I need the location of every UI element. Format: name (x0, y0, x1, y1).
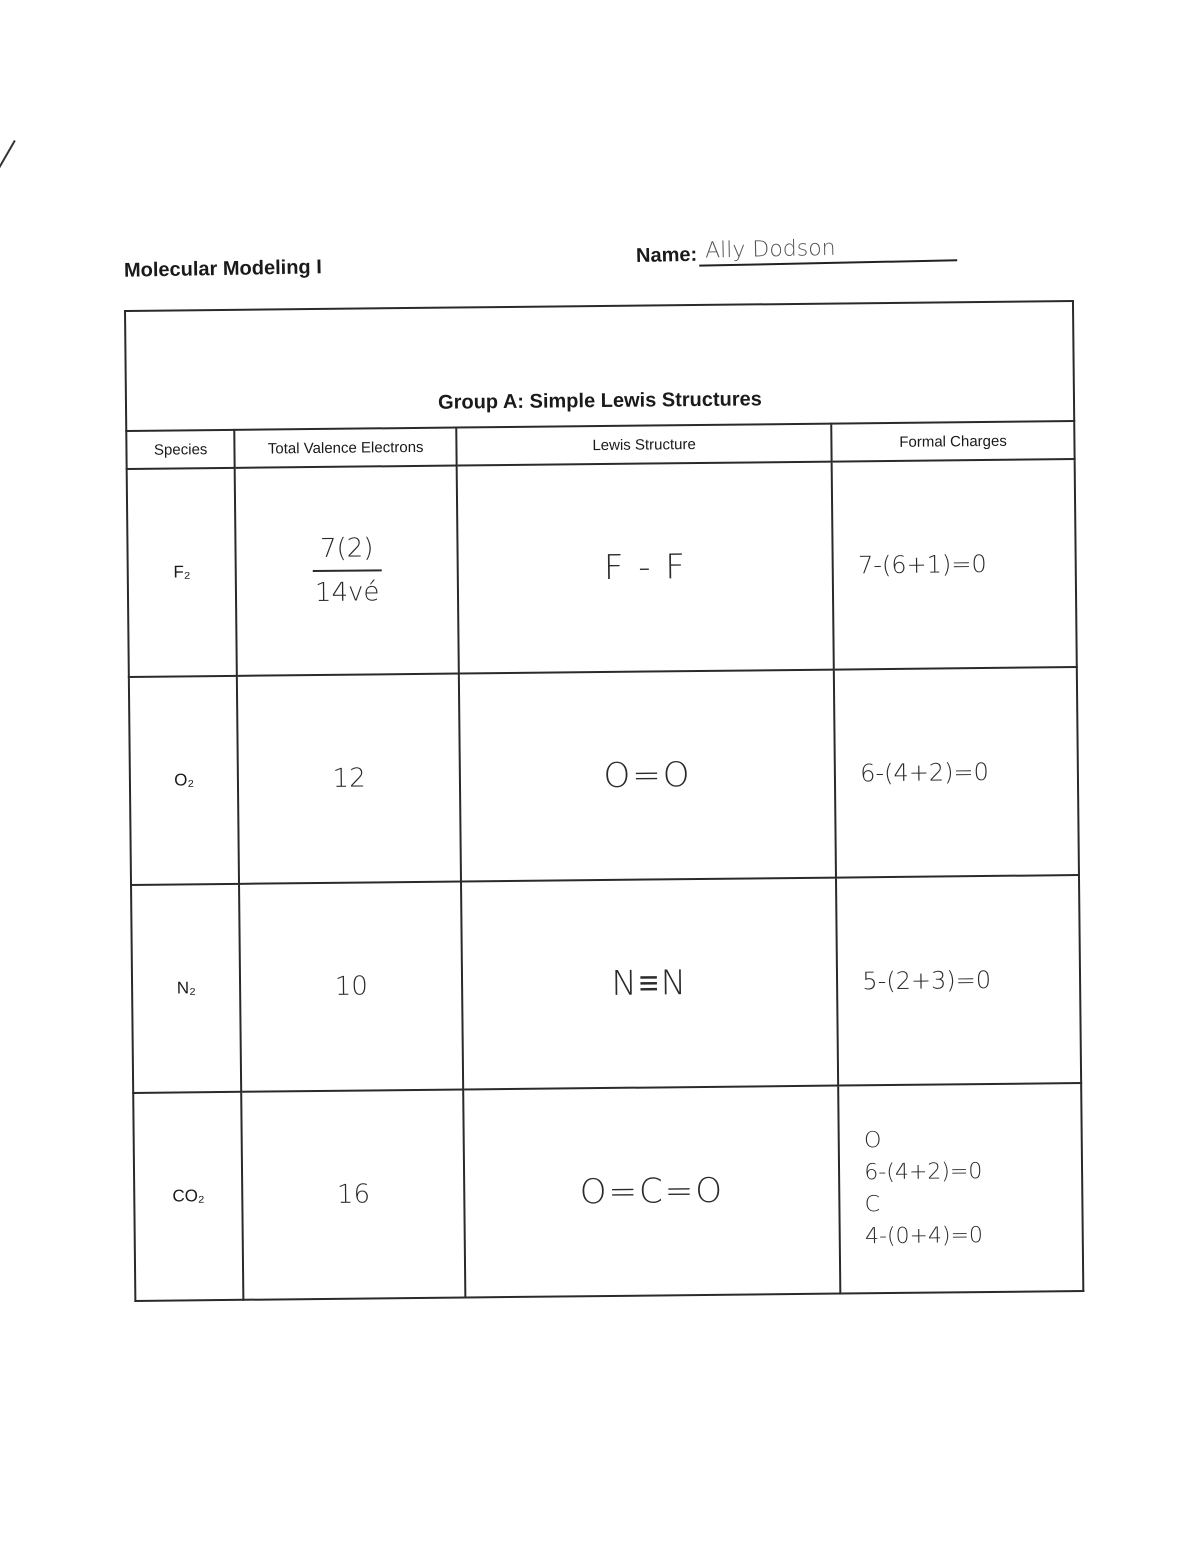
species-cell: N₂ (131, 884, 242, 1093)
formal-charge-line: 6-(4+2)=0 (864, 1159, 983, 1186)
column-header-formal: Formal Charges (832, 421, 1075, 462)
name-label: Name: (635, 243, 698, 267)
name-value-handwritten: Ally Dodson (699, 233, 958, 266)
species-cell: F₂ (127, 468, 238, 677)
pen-stroke-mark (0, 140, 16, 184)
formal-charge-cell: 7-(6+1)=0 (832, 459, 1077, 670)
valence-work: 7(2) (312, 531, 382, 572)
species-cell: O₂ (129, 676, 240, 885)
table-row (133, 1083, 1083, 1301)
table-row (129, 667, 1079, 885)
lewis-cell: N≡N (461, 878, 838, 1090)
name-field (636, 233, 958, 268)
formal-charge-cell: 6-(4+2)=0 (834, 667, 1079, 878)
formal-charge-cell: 5-(2+3)=0 (836, 875, 1081, 1086)
formal-charge-cell (838, 1083, 1083, 1294)
column-header-valence: Total Valence Electrons (235, 428, 457, 468)
valence-cell (235, 466, 459, 676)
table-row (127, 459, 1077, 677)
table-title: Group A: Simple Lewis Structures (125, 301, 1074, 431)
lewis-structures-table (124, 300, 1084, 1302)
column-header-species: Species (126, 430, 235, 469)
table-row (131, 875, 1081, 1093)
column-header-lewis: Lewis Structure (456, 424, 832, 466)
valence-fraction (312, 531, 382, 610)
formal-atom-label: O (863, 1128, 882, 1154)
species-cell: CO₂ (133, 1092, 244, 1301)
lewis-cell: O=O (459, 670, 836, 882)
valence-result: 14vé (314, 577, 380, 609)
formal-charge-list (864, 1123, 1082, 1253)
valence-cell: 16 (242, 1089, 466, 1299)
worksheet-title: Molecular Modeling I (123, 256, 322, 282)
formal-charge-line: 4-(0+4)=0 (864, 1223, 984, 1250)
valence-cell: 10 (239, 882, 463, 1092)
lewis-cell: O=C=O (463, 1086, 840, 1298)
valence-cell: 12 (237, 674, 461, 884)
formal-atom-label: C (864, 1192, 881, 1218)
lewis-cell: F - F (457, 462, 834, 674)
